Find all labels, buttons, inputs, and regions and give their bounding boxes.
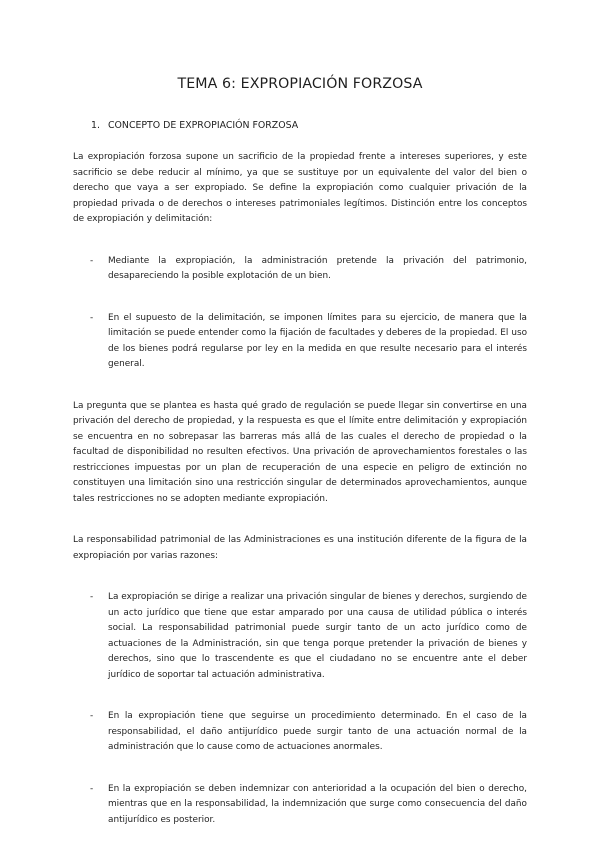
section-number: 1. (91, 120, 100, 131)
paragraph-responsibility: La responsabilidad patrimonial de las Administraciones es una institución diferente de la figura de la expropiación por varias razones: (73, 535, 527, 561)
bullet-list-reasons (73, 590, 527, 828)
document-title: TEMA 6: EXPROPIACIÓN FORZOSA (177, 76, 423, 92)
list-item-text: En la expropiación tiene que seguirse un procedimiento determinado. En el caso de la responsabilidad, el daño antijurídico puede surgir tanto de una actuación normal de la administración que lo cause como de actuaciones anormales. (108, 711, 527, 752)
list-item (73, 311, 527, 373)
list-item-text: Mediante la expropiación, la administración pretende la privación del patrimonio, desapareciendo la posible explotación de un bien. (108, 255, 527, 281)
list-item-text: En el supuesto de la delimitación, se imponen límites para su ejercicio, de manera que la limitación se puede entender como la fijación de facultades y deberes de la propiedad. El uso de los bienes podrá regularse por ley en la medida en que resulte necesario para el interés general. (108, 312, 527, 369)
bullet-marker: - (90, 592, 94, 602)
list-item-text: En la expropiación se deben indemnizar con anterioridad a la ocupación del bien o derecho, mientras que en la responsabilidad, la indemnización que surge como consecuencia del daño antijurídico es posterior. (108, 783, 527, 825)
section-heading-text: CONCEPTO DE EXPROPIACIÓN FORZOSA (108, 120, 299, 131)
paragraph-regulation: La pregunta que se plantea es hasta qué grado de regulación se puede llegar sin convertirse en una privación del derecho de propiedad, y la respuesta es que el límite entre delimitación y expropiación se encuentra en no sobrepasar las barreras más allá de las cuales el derecho de propiedad o la facultad de disponibilidad no resulten efectivos. Una privación de aprovechamientos forestales o las restricciones impuestas por un plan de recuperación de una especie en peligro de extinción no constituyen una limitación sino una restricción singular de determinados aprovechamientos, aunque tales restricciones no se adopten mediante expropiación. (73, 400, 527, 504)
paragraph-definition: La expropiación forzosa supone un sacrificio de la propiedad frente a intereses superiores, y este sacrificio se debe reducir al mínimo, ya que se sustituye por un equivalente del valor del bien o derecho que vaya a ser expropiado. Se define la expropiación como cualquier privación de la propiedad privada o de derechos o intereses patrimoniales legítimos. Distinción entre los conceptos de expropiación y delimitación: (73, 152, 527, 224)
bullet-marker: - (90, 312, 94, 323)
section-heading (91, 120, 298, 131)
list-item (73, 782, 527, 829)
bullet-marker: - (90, 783, 94, 794)
list-item (73, 709, 527, 756)
document-body (73, 150, 527, 854)
bullet-marker: - (90, 711, 94, 721)
bullet-marker: - (90, 255, 94, 266)
list-item-text: La expropiación se dirige a realizar una privación singular de bienes y derechos, surgiendo de un acto jurídico que tiene que estar amparado por una causa de utilidad pública o interés social. La responsabilidad patrimonial puede surgir tanto de un acto jurídico como de actuaciones de la Administración, sin que tenga porque pretender la privación de bienes y derechos, sino que lo trascendente es que el ciudadano no se encuentre ante el deber jurídico de soportar tal actuación administrativa. (108, 592, 527, 680)
list-item (73, 254, 527, 285)
list-item (73, 590, 527, 683)
bullet-list-distinction (73, 254, 527, 373)
